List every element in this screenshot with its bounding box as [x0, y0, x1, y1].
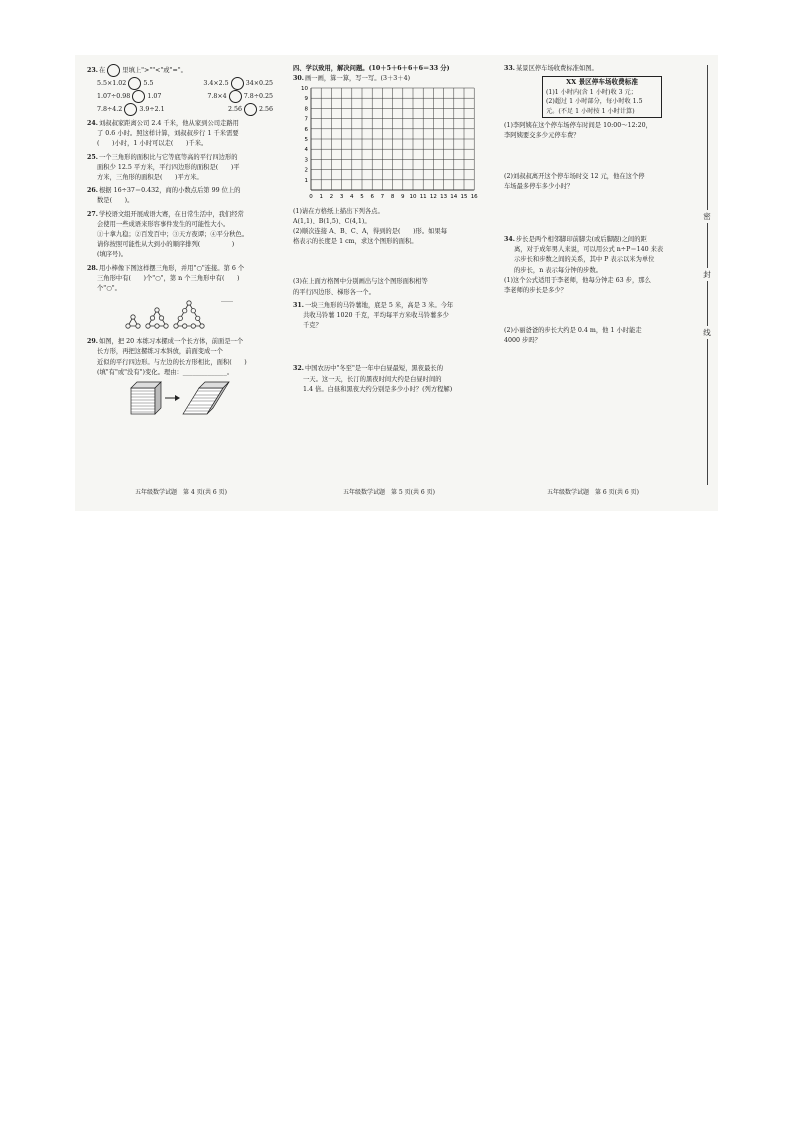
x-tick-label: 8: [390, 194, 395, 201]
question-27: 27.学校语文组开展成语大赛，在日常生活中，我们经常 会使用一些成语来形容事件发生的可能性大小。 ①十拿九稳；②百发百中；③天方夜谭；④平分秋色。 请你按照可能性从大到小的顺序排列( ) (填序号)。: [87, 210, 249, 259]
x-tick-label: 1: [319, 194, 323, 201]
y-tick-label: 1: [304, 178, 308, 185]
x-tick-label: 5: [360, 194, 364, 201]
question-28: 28.用小棒像下图这样摆三角形，并用"○"连接。第 6 个 三角形中有( )个"○"，第 n 个三角形中有( ) 个"○"。 ......: [87, 264, 279, 335]
y-tick-label: 9: [304, 96, 308, 103]
question-34: 34.步长是两个相邻脚印前脚尖(或后脚跟)之间的距 离，对于成年男人来说，可以用公式 n÷P＝140 来表 示步长和步数之间的关系，其中 P 表示以米为单位 的步长，n 表示每分钟的步数。 (1)这个公式适用于李老师，他每分钟走 63 步，那么 李老师的步长是多少？ (2)小丽爸爸的步长大约是 0.4 m，他 1 小时能走 4000 步吗？: [504, 236, 664, 345]
page-5-column: [293, 64, 487, 398]
y-tick-label: 7: [304, 117, 308, 124]
page-footer: 五年级数学试题 第 5 页(共 6 页): [343, 489, 435, 496]
notebook-stack-illustration: [119, 380, 239, 416]
x-tick-label: 7: [380, 194, 385, 201]
x-tick-label: 3: [339, 194, 344, 201]
answer-circle[interactable]: [124, 103, 137, 116]
x-tick-label: 2: [329, 194, 334, 201]
question-26: 26.根据 16÷37＝0.4̇32̇，商的小数点后第 99 位上的 数是( )。: [87, 187, 241, 205]
x-tick-label: 12: [429, 194, 437, 201]
seal-char: 线: [700, 326, 714, 339]
triangle-sticks-illustration: [122, 294, 272, 334]
seal-char: 密: [700, 210, 714, 223]
y-tick-label: 8: [304, 106, 308, 113]
comparison-row: 7.8÷4.2 3.9÷2.1 2.5̇6̇ 2.56: [87, 103, 279, 116]
question-30: 30.画一画，算一算，写一写。(3＋3＋4) 0 1 2 3 4 5 6 7 8 9 10 11 12 13 14 15 16 10 9 8 7 6 5 4 3 2 1 (1)请在方格纸上描出下列各点。 A(1,1)、B(1,5)、C(4,1)。 (2)顺次连接 A、B、C、A，得到的是( )形。如果每 格表示的长度是 1 cm，求这个图形的面积。 (3)在上面方格图中分别画出与这个图形面积相等 的平行四边形、梯形各一个。: [293, 74, 487, 298]
y-tick-label: 5: [304, 137, 308, 144]
triangle-pattern-figure: ......: [87, 294, 279, 334]
section-heading: 四、学以致用，解决问题。(10＋5＋6＋6＋6＝33 分): [293, 65, 450, 72]
x-tick-label: 10: [409, 194, 417, 201]
comparison-row: 5.5×1.02 5.5 3.4×2.5 34×0.25: [87, 77, 279, 90]
x-tick-label: 6: [370, 194, 374, 201]
x-tick-label: 4: [350, 194, 354, 201]
answer-circle[interactable]: [107, 64, 120, 77]
answer-circle[interactable]: [128, 77, 141, 90]
y-tick-label: 4: [304, 147, 308, 154]
x-tick-label: 15: [460, 194, 468, 201]
y-tick-label: 3: [304, 157, 308, 164]
question-23: 23.在 里填上">""<"或"="。 5.5×1.02 5.5 3.4×2.5 34×0.25 1.07÷0.98 1.07 7.8×4 7.8÷0.25 7.8÷4.2 3.9÷2.1 2.5̇6̇ 2.56: [87, 64, 279, 116]
x-tick-label: 0: [309, 194, 313, 201]
answer-circle[interactable]: [132, 90, 145, 103]
x-tick-label: 11: [419, 194, 427, 201]
coordinate-grid[interactable]: [293, 84, 487, 202]
x-tick-label: 16: [470, 194, 478, 201]
x-tick-label: 13: [440, 194, 448, 201]
y-tick-label: 10: [301, 86, 308, 93]
answer-circle[interactable]: [231, 77, 244, 90]
question-25: 25.一个三角形的面积比与它等底等高的平行四边形的 面积少 12.5 平方米，平行四边形的面积是( )平 方米，三角形的面积是( )平方米。: [87, 153, 240, 182]
question-24: 24.刘叔叔家距离公司 2.4 千米，他从家到公司走路用 了 0.6 小时。照这样计算，刘叔叔步行 1 千米需要 ( )小时，1 小时可以走( )千米。: [87, 120, 239, 148]
question-33: 33.某景区停车场收费标准如图。 XX 景区停车场收费标准 (1)1 小时内(含 1 小时)收 3 元； (2)超过 1 小时部分，每小时收 1.5 元。(不足 1 小时按 1 小时计算) (1)李阿姨在这个停车场停车时间是 10:00～12:20， 李阿姨要交多少元停车费？ (2)刘叔叔离开这个停车场时交 12 元，他在这个停 车场最多停车多少小时？: [504, 64, 700, 192]
page-footer: 五年级数学试题 第 6 页(共 6 页): [547, 489, 639, 496]
page-6-column: [504, 64, 700, 350]
answer-circle[interactable]: [229, 90, 242, 103]
y-tick-label: 6: [304, 127, 308, 134]
question-31: 31.一块三角形的马铃薯地，底是 5 米，高是 3 米。今年 共收马铃薯 1020 千克，平均每平方米收马铃薯多少 千克？: [293, 301, 454, 330]
x-tick-label: 14: [450, 194, 458, 201]
seal-char: 封: [700, 268, 714, 281]
y-tick-label: 2: [304, 168, 308, 175]
answer-circle[interactable]: [244, 103, 257, 116]
parking-fee-sign: XX 景区停车场收费标准 (1)1 小时内(含 1 小时)收 3 元； (2)超过 1 小时部分，每小时收 1.5 元。(不足 1 小时按 1 小时计算): [542, 76, 662, 118]
question-32: 32.中国农历中"冬至"是一年中白昼最短，黑夜最长的 一天。这一天，长汀的黑夜时间大约是白昼时间的 1.4 倍。白昼和黑夜大约分别是多少小时？(列方程解): [293, 365, 453, 393]
page-4-column: [87, 64, 279, 423]
x-tick-label: 9: [401, 194, 405, 201]
question-29: 29.如图，把 20 本练习本摞成一个长方体，前面是一个 长方形，再把这摞练习本斜放，前面变成一个 近似的平行四边形。与左边的长方形相比，面积( ) (填"有"或"没有")变化。理由：______________。: [87, 337, 279, 420]
comparison-row: 1.07÷0.98 1.07 7.8×4 7.8÷0.25: [87, 90, 279, 103]
page-footer: 五年级数学试题 第 4 页(共 6 页): [135, 489, 227, 496]
